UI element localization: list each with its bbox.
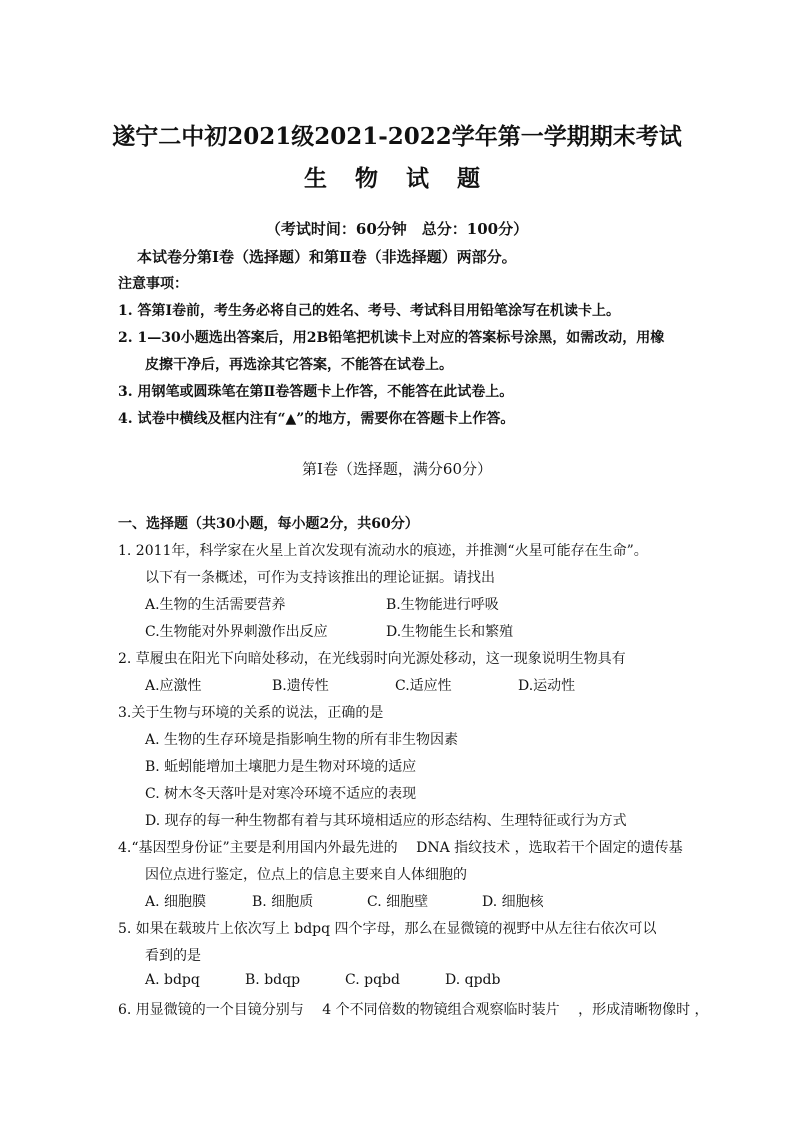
question-2-option-d: D.运动性: [518, 678, 576, 694]
exam-intro: 本试卷分第Ⅰ卷（选择题）和第Ⅱ卷（非选择题）两部分。: [137, 248, 517, 266]
question-1-stem: 1. 2011年，科学家在火星上首次发现有流动水的痕迹，并推测“火星可能存在生命”。: [118, 543, 648, 559]
question-5-option-d: D. qpdb: [445, 972, 501, 988]
note-item-4: 4. 试卷中横线及框内注有“▲”的地方，需要你在答题卡上作答。: [118, 411, 515, 427]
question-4-stem-cont: 因位点进行鉴定，位点上的信息主要来自人体细胞的: [145, 867, 467, 883]
question-5-stem-cont: 看到的是: [145, 948, 201, 964]
question-5-stem: 5. 如果在载玻片上依次写上 bdpq 四个字母，那么在显微镜的视野中从左往右依次可以: [118, 921, 657, 937]
question-1-option-b: B.生物能进行呼吸: [386, 597, 499, 613]
notes-heading: 注意事项：: [118, 276, 188, 292]
question-1-option-d: D.生物能生长和繁殖: [386, 624, 514, 640]
note-item-2: 2. 1—30小题选出答案后，用2B铅笔把机读卡上对应的答案标号涂黑，如需改动，用橡: [118, 330, 665, 346]
note-item-3: 3. 用钢笔或圆珠笔在第Ⅱ卷答题卡上作答，不能答在此试卷上。: [118, 384, 514, 400]
exam-title: 遂宁二中初2021级2021-2022学年第一学期期末考试: [112, 123, 682, 150]
part-heading: 一、选择题（共30小题，每小题2分，共60分）: [118, 516, 419, 532]
question-3-option-c: C. 树木冬天落叶是对寒冷环境不适应的表现: [145, 786, 417, 802]
question-2-option-c: C.适应性: [395, 678, 452, 694]
question-2-stem: 2. 草履虫在阳光下向暗处移动，在光线弱时向光源处移动，这一现象说明生物具有: [118, 651, 626, 667]
question-3-option-b: B. 蚯蚓能增加土壤肥力是生物对环境的适应: [145, 759, 417, 775]
exam-info: （考试时间：60分钟 总分：100分）: [265, 220, 529, 238]
question-5-option-a: A. bdpq: [145, 972, 200, 988]
question-3-option-d: D. 现存的每一种生物都有着与其环境相适应的形态结构、生理特征或行为方式: [145, 813, 627, 829]
note-item-1: 1. 答第Ⅰ卷前，考生务必将自己的姓名、考号、考试科目用铅笔涂写在机读卡上。: [118, 303, 621, 319]
question-6-stem: 6. 用显微镜的一个目镜分别与 4 个不同倍数的物镜组合观察临时装片 ，形成清晰物像时 ，: [118, 1002, 709, 1018]
question-4-option-c: C. 细胞壁: [367, 894, 429, 910]
question-3-option-a: A. 生物的生存环境是指影响生物的所有非生物因素: [145, 732, 459, 748]
question-3-stem: 3.关于生物与环境的关系的说法，正确的是: [118, 705, 384, 721]
question-5-option-b: B. bdqp: [245, 972, 301, 988]
question-1-option-a: A.生物的生活需要营养: [145, 597, 286, 613]
subject-title: 生 物 试 题: [303, 165, 491, 192]
section1-title: 第Ⅰ卷（选择题，满分60分）: [301, 460, 492, 478]
question-5-option-c: C. pqbd: [345, 972, 400, 988]
note-item-2-cont: 皮擦干净后，再选涂其它答案，不能答在试卷上。: [145, 357, 453, 373]
question-4-stem: 4.“基因型身份证”主要是利用国内外最先进的 DNA 指纹技术 ，选取若干个固定的遗传基: [118, 840, 683, 856]
question-2-option-b: B.遗传性: [272, 678, 329, 694]
question-1-stem-cont: 以下有一条概述，可作为支持该推出的理论证据。请找出: [145, 570, 495, 586]
question-2-option-a: A.应激性: [145, 678, 202, 694]
question-4-option-d: D. 细胞核: [482, 894, 544, 910]
question-4-option-b: B. 细胞质: [252, 894, 314, 910]
question-1-option-c: C.生物能对外界刺激作出反应: [145, 624, 328, 640]
question-4-option-a: A. 细胞膜: [145, 894, 207, 910]
